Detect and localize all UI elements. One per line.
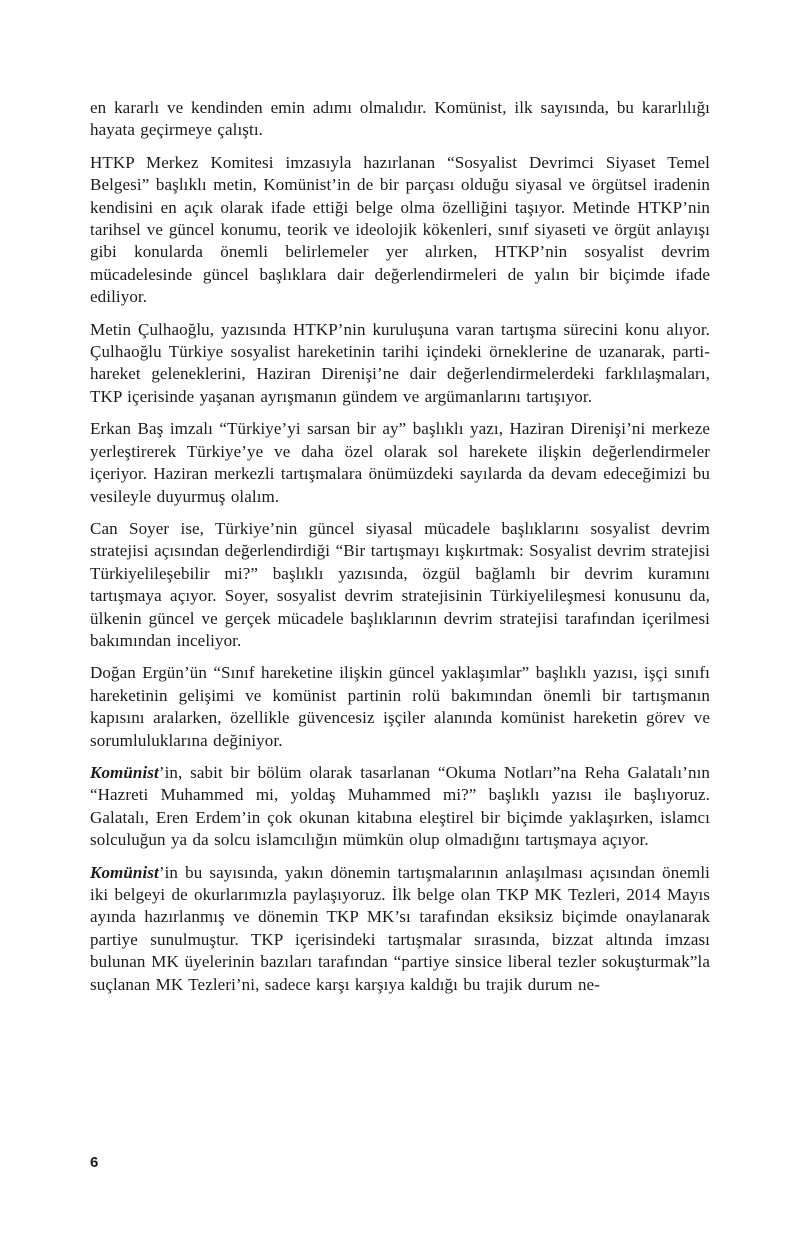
paragraph-text: HTKP Merkez Komitesi imzasıyla hazırlanan “Sosyalist Devrimci Siyaset Temel Belgesi” başlıklı metin, Komünist’in de bir parçası olduğu siyasal ve örgütsel iradenin kendisini en açık olarak ifade ettiği belge olma özelliğini taşıyor. Metinde HTKP’nin tarihsel ve güncel konumu, teorik ve ideolojik kökenleri, sınıf siyaseti ve örgüt anlayışı gibi konularda önemli belirlemeler yer alırken, HTKP’nin sosyalist devrim mücadelesinde güncel başlıklara dair değerlendirmeleri de yalın bir biçimde ifade ediliyor.: [90, 152, 710, 307]
paragraph: [90, 862, 710, 996]
paragraph: [90, 319, 710, 409]
paragraph-text: Can Soyer ise, Türkiye’nin güncel siyasal mücadele başlıklarını sosyalist devrim stratejisi açısından değerlendirdiği “Bir tartışmayı kışkırtmak: Sosyalist devrim stratejisi Türkiyelileşebilir mi?” başlıklı yazısında, özgül bağlamlı bir devrim kuramını tartışmaya açıyor. Soyer, sosyalist devrim stratejisinin Türkiyelileşmesi konusunu da, ülkenin güncel ve gerçek mücadele başlıklarının devrim stratejisi tarafından içerilmesi bakımından inceliyor.: [90, 518, 710, 650]
paragraph: [90, 762, 710, 852]
page-number: 6: [90, 1154, 99, 1171]
paragraph-text: ’in bu sayısında, yakın dönemin tartışmalarının anlaşılması açısından önemli iki belgeyi de okurlarımızla paylaşıyoruz. İlk belge olan TKP MK Tezleri, 2014 Mayıs ayında hazırlanmış ve dönemin TKP MK’sı tarafından eksiksiz biçimde onaylanarak partiye sunulmuştur. TKP içerisindeki tartışmalar sırasında, bizzat altında imzası bulunan MK üyelerinin bazıları tarafından “partiye sinsice liberal tezler sokuşturmak”la suçlanan MK Tezleri’ni, sadece karşı karşıya kaldığı bu trajik durum ne-: [90, 862, 710, 994]
paragraph: [90, 97, 710, 142]
paragraph-text: Doğan Ergün’ün “Sınıf hareketine ilişkin güncel yaklaşımlar” başlıklı yazısı, işçi sınıfı hareketinin gelişimi ve komünist partinin rolü bakımından önemli bir tartışmanın kapısını aralarken, özellikle güvencesiz işçiler alanında komünist hareketin görev ve sorumluluklarına değiniyor.: [90, 663, 710, 750]
paragraph-text: Erkan Baş imzalı “Türkiye’yi sarsan bir ay” başlıklı yazı, Haziran Direnişi’ni merkeze yerleştirerek Türkiye’ye ve daha özel olarak sol harekete ilişkin değerlendirmeler içeriyor. Haziran merkezli tartışmalara önümüzdeki sayılarda da devam edeceğimizi bu vesileyle duyurmuş olalım.: [90, 419, 710, 506]
paragraph-text: en kararlı ve kendinden emin adımı olmalıdır. Komünist, ilk sayısında, bu kararlılığı hayata geçirmeye çalıştı.: [90, 98, 710, 140]
paragraph-text: ’in, sabit bir bölüm olarak tasarlanan “Okuma Notları”na Reha Galatalı’nın “Hazreti Muhammed mi, yoldaş Muhammed mi?” başlıklı yazısı ile başlıyoruz. Galatalı, Eren Erdem’in çok okunan kitabına eleştirel bir biçimde yaklaşırken, islamcı solculuğun ya da solcu islamcılığın mümkün olup olmadığını tartışmaya açıyor.: [90, 762, 710, 850]
paragraph-text: Metin Çulhaoğlu, yazısında HTKP’nin kuruluşuna varan tartışma sürecini konu alıyor. Çulhaoğlu Türkiye sosyalist hareketinin tarihi içindeki örneklerine de uzanarak, parti-hareket geleneklerini, Haziran Direnişi’ne dair değerlendirmelerdeki farklılaşmaları, TKP içerisinde yaşanan ayrışmanın gündem ve argümanlarını tartışıyor.: [90, 319, 710, 406]
paragraph: [90, 518, 710, 652]
paragraph-lead: Komünist: [90, 862, 159, 882]
paragraph: [90, 418, 710, 508]
paragraph: [90, 152, 710, 309]
page-text-block: [90, 97, 710, 996]
paragraph-lead: Komünist: [90, 762, 159, 782]
paragraph: [90, 662, 710, 752]
